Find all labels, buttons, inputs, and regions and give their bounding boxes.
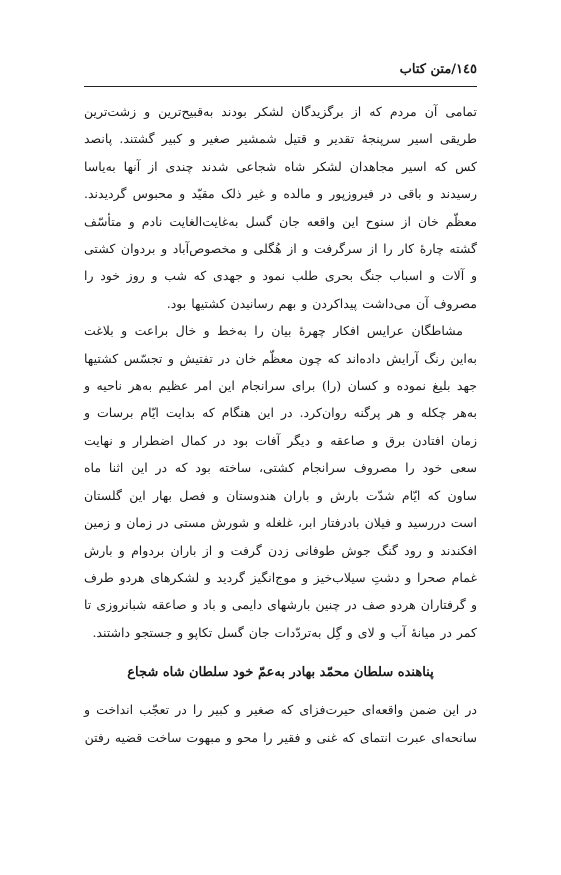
section-heading: پناهنده سلطان محمّد بهادر به‌عمّ خود سلطان شاه شجاع [127, 665, 434, 681]
paragraph-1: تمامی آن مردم که از برگزیدگان لشکر بودند به‌قبیح‌ترین و زشت‌ترین طریقی اسیر سرپنجهٔ تقدیر و قتیل شمشیر صغیر و کبیر گشتند. پانصد کس که اسیر مجاهدان لشکر شاه شجاعی شدند چندی از آنها به‌یاسا رسیدند و باقی در فیروزپور و مالده و غیر ذلک مقیّد و محبوس گردیدند. معظّم خان از سنوح این واقعه جان گسل به‌غایت‌الغایت نادم و متأسّف گشته چارهٔ کار را از سرگرفت و از هُگلی و مخصوص‌آباد و بردوان کشتی و آلات و اسباب جنگ بحری طلب نمود و جهدی که شب و روز خود را مصروف آن می‌داشت پیداکردن و بهم رسانیدن کشتیها بود. [84, 104, 477, 311]
running-head-page-number: ١٤٥/متن کتاب [399, 62, 477, 77]
paragraph-2: مشاطگان عرایس افکار چهرهٔ بیان را به‌خط و خال براعت و بلاغت به‌این رنگ آرایش داده‌اند که چون معظّم خان در تفتیش و تجسّس کشتیها جهد بلیغ نموده و کسان (را) برای سرانجام این امر عظیم به‌هر ناحیه و به‌هر چکله و هر پرگنه روان‌کرد. در این هنگام که بدایت ایّام برسات و زمان افتادن برق و صاعقه و دیگر آفات بود در کمال اضطرار و نهایت سعی خود را مصروف سرانجام کشتی، ساخته بود که در این اثنا ماه ساون که ایّام شدّت بارش و باران هندوستان و فصل بهار این گلستان است دررسید و فیلان بادرفتار ابر، غلغله و شورش مستی در زمان و زمین افکندند و رود گنگ جوش طوفانی زدن گرفت و از باران بردوام و بارش غمام صحرا و دشتِ سیلاب‌خیز و موج‌انگیز گردید و لشکرهای هردو طرف و گرفتاران هردو صف در چنین بارشهای دایمی و باد و صاعقه شبانروزی تا کمر در میانهٔ آب و لای و گِل به‌تردّدات جان گسل تکاپو و جستجو داشتند. [84, 323, 477, 640]
page-body [84, 98, 477, 751]
section-paragraph: در این ضمن واقعه‌ای حیرت‌فزای که صغیر و کبیر را در تعجّب انداخت و سانحه‌ای عبرت انتمای که غنی و فقیر را محو و مبهوت ساخت قضیه رفتن [84, 702, 477, 745]
page-header [84, 58, 477, 87]
